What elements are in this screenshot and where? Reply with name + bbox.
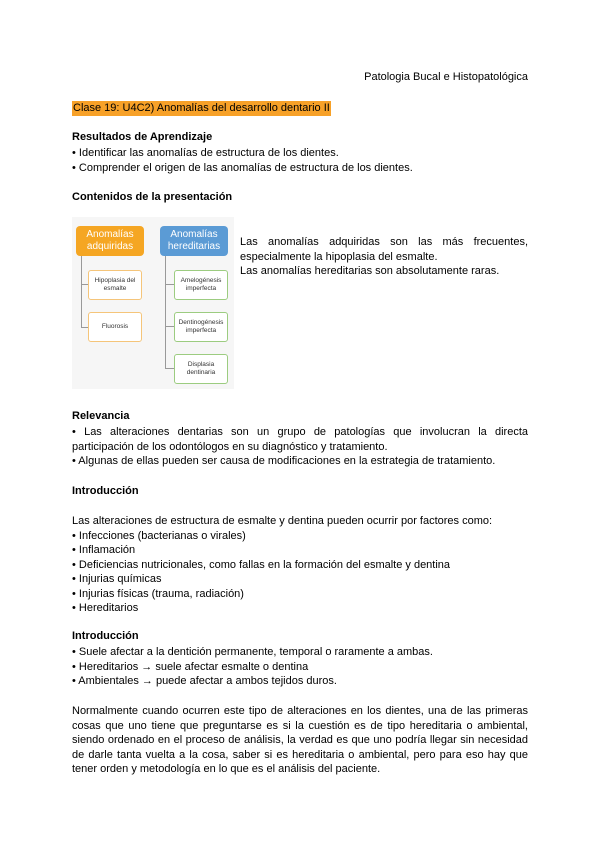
hereditary-anomalies-box: Anomalías hereditarias	[160, 226, 228, 256]
intro-title: Introducción	[72, 485, 139, 497]
learning-title: Resultados de Aprendizaje	[72, 131, 213, 143]
contents-title: Contenidos de la presentación	[72, 191, 233, 203]
intro2-item: • Suele afectar a la dentición permanente, temporal o raramente a ambas.	[72, 646, 433, 658]
relevance-title: Relevancia	[72, 410, 130, 422]
learning-item: • Identificar las anomalías de estructura de los dientes.	[72, 147, 339, 159]
closing-paragraph: Normalmente cuando ocurren este tipo de alteraciones en los dientes, una de las primeras cosas que uno tiene que preguntarse es si la cuestión es de tipo hereditaria o ambiental, siendo ordenado en el proceso de análisis, la verdad es que uno podría llegar sin necesidad de darle tanta vuelta a la cosa, saber si es hereditaria o ambiental, pero para eso hay que tener orden y metodología en lo que es el análisis del paciente.	[72, 705, 528, 775]
intro2-item: • Hereditarios → suele afectar esmalte o dentina	[72, 661, 309, 673]
contents-note-1: Las anomalías adquiridas son las más frecuentes, especialmente la hipoplasia del esmalte.	[240, 236, 528, 263]
course-header: Patologia Bucal e Histopatológica	[364, 71, 528, 83]
intro-item: • Injurias químicas	[72, 573, 162, 585]
acquired-anomalies-box: Anomalías adquiridas	[76, 226, 144, 256]
dysplasia-box: Displasia dentinaria	[174, 354, 228, 384]
fluorosis-box: Fluorosis	[88, 312, 142, 342]
connector	[81, 256, 82, 327]
connector	[81, 327, 88, 328]
contents-note-2: Las anomalías hereditarias son absolutamente raras.	[240, 265, 500, 277]
intro2-item: • Ambientales → puede afectar a ambos tejidos duros.	[72, 675, 337, 687]
intro2-title: Introducción	[72, 630, 139, 642]
amelogenesis-box: Amelogénesis imperfecta	[174, 270, 228, 300]
hypoplasia-box: Hipoplasia del esmalte	[88, 270, 142, 300]
connector	[81, 284, 88, 285]
connector	[165, 256, 166, 368]
intro-item: • Hereditarios	[72, 602, 139, 614]
relevance-paragraph: • Las alteraciones dentarias son un grupo de patologías que involucran la directa participación de los odontólogos en su diagnóstico y tratamiento.	[72, 426, 528, 453]
dentinogenesis-box: Dentinogénesis imperfecta	[174, 312, 228, 342]
intro-item: • Deficiencias nutricionales, como fallas en la formación del esmalte y dentina	[72, 559, 451, 571]
intro-item: • Inflamación	[72, 544, 136, 556]
intro-item: • Injurias físicas (trauma, radiación)	[72, 588, 244, 600]
connector	[165, 368, 174, 369]
learning-item: • Comprender el origen de las anomalías de estructura de los dientes.	[72, 162, 413, 174]
class-title: Clase 19: U4C2) Anomalías del desarrollo dentario II	[73, 102, 330, 114]
connector	[165, 326, 174, 327]
connector	[165, 284, 174, 285]
intro-lead: Las alteraciones de estructura de esmalte y dentina pueden ocurrir por factores como:	[72, 515, 493, 527]
relevance-paragraph: • Algunas de ellas pueden ser causa de modificaciones en la estrategia de tratamiento.	[72, 455, 496, 467]
anomalies-diagram	[72, 217, 234, 389]
intro-item: • Infecciones (bacterianas o virales)	[72, 530, 246, 542]
